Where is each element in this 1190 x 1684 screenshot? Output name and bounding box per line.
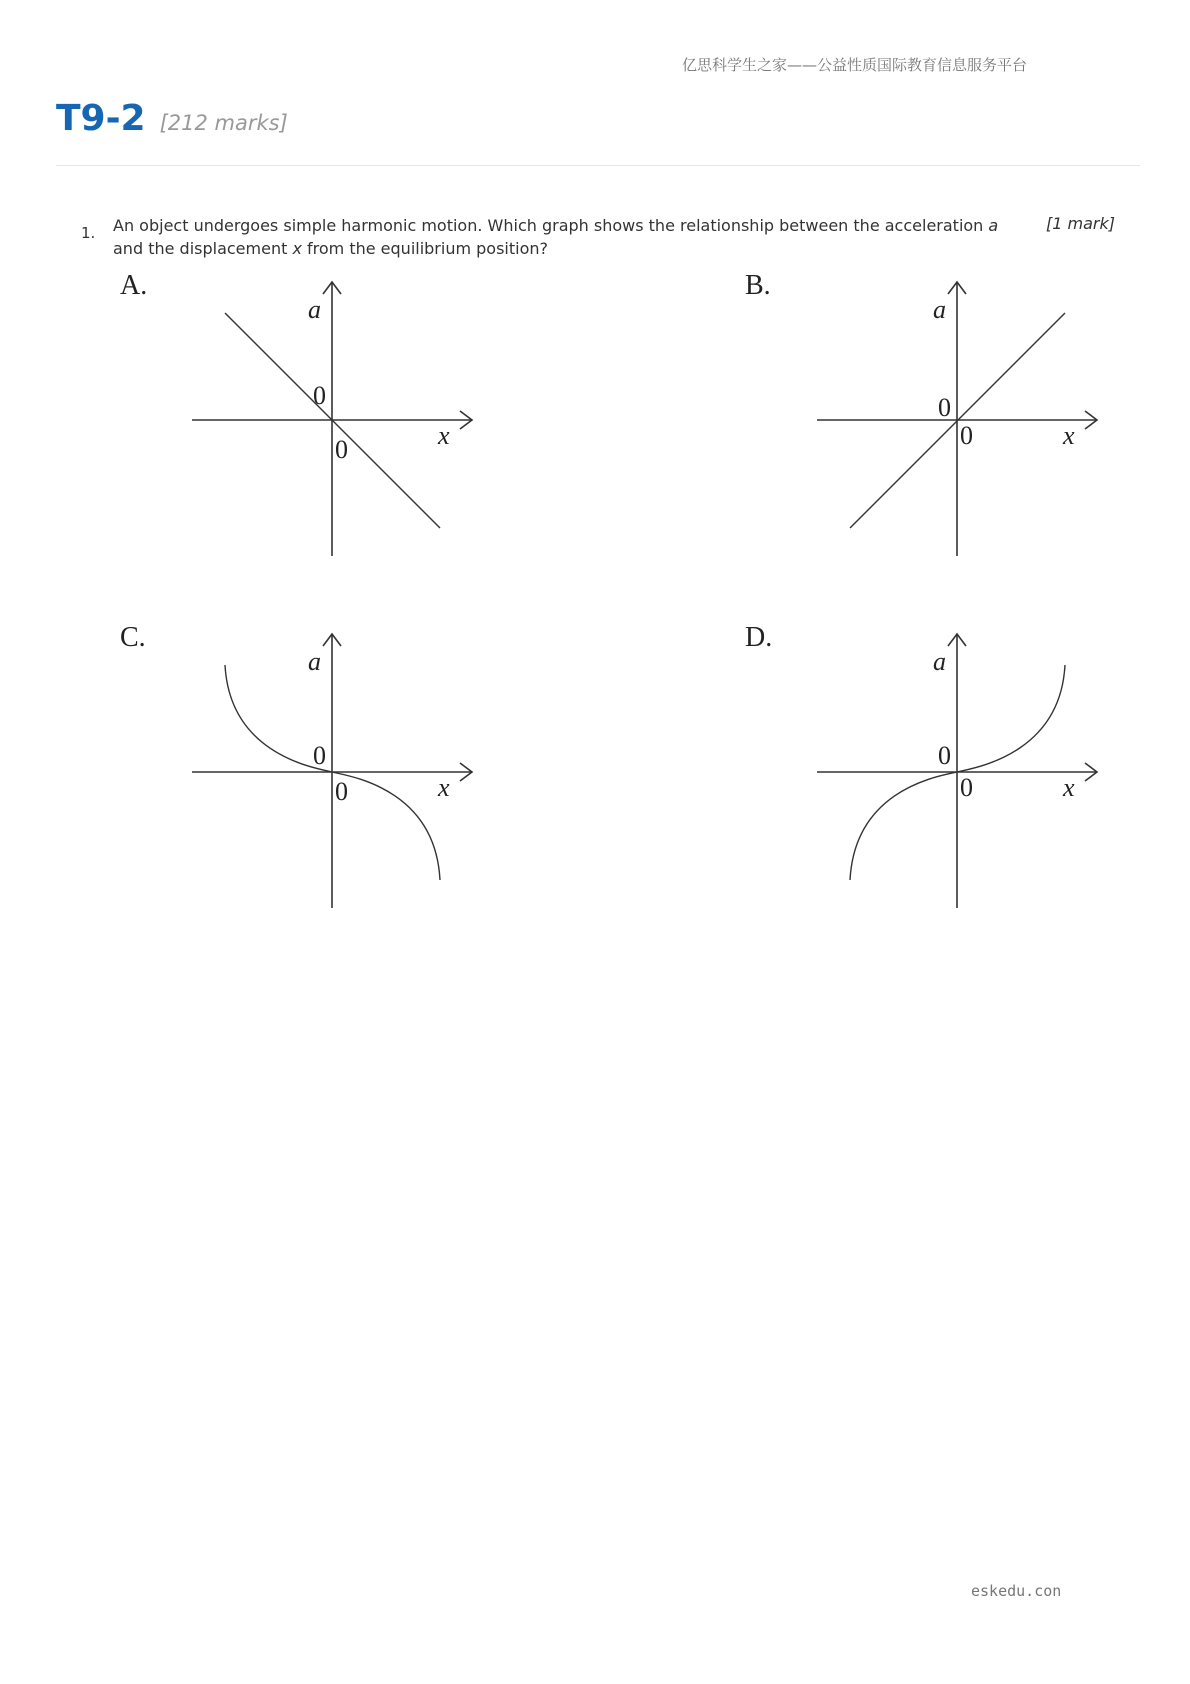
question-marks: [1 mark] (1046, 214, 1115, 233)
y-axis-label: a (933, 295, 946, 324)
header-note: 亿思科学生之家——公益性质国际教育信息服务平台 (682, 56, 1028, 74)
graph-b-svg (735, 268, 1095, 568)
zero-label-upper: 0 (938, 741, 951, 770)
footer-site: eskedu.con (971, 1582, 1062, 1600)
zero-label-lower: 0 (335, 777, 348, 806)
y-axis-label: a (933, 647, 946, 676)
option-label-c: C. (120, 622, 146, 653)
question-var-x: x (292, 239, 302, 258)
graph-option-c[interactable] (110, 620, 470, 920)
y-axis-label: a (308, 295, 321, 324)
question-text-part3: from the equilibrium position? (301, 239, 549, 258)
y-axis-label: a (308, 647, 321, 676)
graph-option-d[interactable] (735, 620, 1095, 920)
graph-option-b[interactable] (735, 268, 1095, 568)
question-var-a: a (988, 216, 999, 235)
zero-label-lower: 0 (960, 421, 973, 450)
divider (56, 165, 1140, 166)
x-axis-label: x (1063, 773, 1075, 802)
question-number: 1. (81, 224, 96, 242)
title-row (56, 98, 288, 139)
zero-label-upper: 0 (313, 741, 326, 770)
x-axis-label: x (438, 421, 450, 450)
option-label-b: B. (745, 270, 771, 301)
option-label-d: D. (745, 622, 773, 653)
zero-label-upper: 0 (938, 393, 951, 422)
option-label-a: A. (120, 270, 148, 301)
zero-label-lower: 0 (335, 435, 348, 464)
x-axis-label: x (438, 773, 450, 802)
graph-d-svg (735, 620, 1095, 920)
page-title: T9-2 (56, 98, 146, 139)
question-text (113, 214, 1013, 260)
graph-c-svg (110, 620, 470, 920)
graph-option-a[interactable] (110, 268, 470, 568)
total-marks: [212 marks] (159, 111, 288, 135)
zero-label-lower: 0 (960, 773, 973, 802)
zero-label-upper: 0 (313, 381, 326, 410)
question-text-part2: and the displacement (113, 239, 293, 258)
question-text-part1: An object undergoes simple harmonic motion. Which graph shows the relationship between the acceleration (113, 216, 989, 235)
graph-a-svg (110, 268, 470, 568)
x-axis-label: x (1063, 421, 1075, 450)
